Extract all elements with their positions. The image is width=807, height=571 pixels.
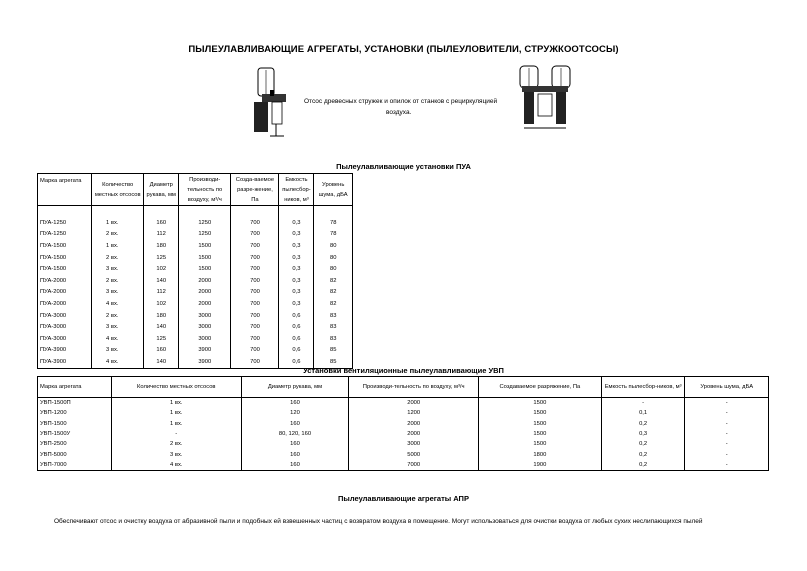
pua-cell: 82 (314, 276, 353, 288)
pua-cell: 0,6 (279, 345, 314, 357)
uvp-cell: 1500 (478, 398, 601, 409)
uvp-cell: - (111, 429, 241, 439)
pua-cell: ПУА-1500 (38, 252, 92, 264)
uvp-cell: 5000 (349, 449, 479, 459)
pua-cell: 0,3 (279, 218, 314, 230)
pua-cell: 140 (144, 357, 179, 369)
pua-row (38, 299, 353, 311)
pua-cell: 700 (231, 334, 279, 346)
uvp-cell: - (601, 398, 685, 409)
uvp-cell: - (685, 429, 769, 439)
pua-cell: ПУА-1500 (38, 241, 92, 253)
pua-cell: 160 (144, 345, 179, 357)
pua-cell: ПУА-3000 (38, 310, 92, 322)
uvp-cell: 160 (241, 398, 349, 409)
pua-cell: 85 (314, 357, 353, 369)
pua-row (38, 218, 353, 230)
pua-cell: 160 (144, 218, 179, 230)
pua-cell: 125 (144, 334, 179, 346)
pua-cell: 3900 (179, 357, 231, 369)
pua-cell: 140 (144, 276, 179, 288)
pua-cell: 0,3 (279, 276, 314, 288)
uvp-cell: 3 вх. (111, 449, 241, 459)
uvp-cell: УВП-1500П (38, 398, 112, 409)
uvp-row (38, 449, 769, 459)
pua-header-diameter: Диаметр рукава, мм (144, 174, 179, 206)
pua-cell: 700 (231, 218, 279, 230)
uvp-cell: 1200 (349, 408, 479, 418)
pua-row (38, 322, 353, 334)
pua-row (38, 229, 353, 241)
uvp-header-brand: Марка агрегата (38, 377, 112, 398)
pua-cell: 1500 (179, 241, 231, 253)
uvp-cell: 1800 (478, 449, 601, 459)
uvp-cell: 0,2 (601, 419, 685, 429)
pua-cell: 0,3 (279, 252, 314, 264)
description-line-2: воздуха. (386, 109, 412, 116)
pua-table (37, 173, 353, 369)
uvp-cell: 160 (241, 449, 349, 459)
pua-cell: 112 (144, 287, 179, 299)
pua-cell: ПУА-3000 (38, 322, 92, 334)
description (304, 96, 497, 118)
uvp-cell: 1500 (478, 419, 601, 429)
pua-cell: 112 (144, 229, 179, 241)
pua-cell: 0,3 (279, 229, 314, 241)
pua-cell: ПУА-1250 (38, 218, 92, 230)
pua-cell: 140 (144, 322, 179, 334)
pua-cell: 0,6 (279, 357, 314, 369)
pua-row (38, 310, 353, 322)
pua-row (38, 276, 353, 288)
pua-header-capacity: Производи-тельность по воздуху, м³/ч (179, 174, 231, 206)
pua-cell: 2 вх. (92, 229, 144, 241)
uvp-row (38, 460, 769, 471)
pua-cell: 1500 (179, 252, 231, 264)
pua-cell: 2000 (179, 287, 231, 299)
uvp-cell: УВП-1200 (38, 408, 112, 418)
uvp-section-title: Установки вентиляционные пылеулавливающие УВП (303, 366, 504, 375)
pua-row (38, 287, 353, 299)
pua-cell: 2 вх. (92, 276, 144, 288)
uvp-header-volume: Емкость пылесбор-ников, м³ (601, 377, 685, 398)
uvp-cell: 1 вх. (111, 398, 241, 409)
uvp-row (38, 408, 769, 418)
pua-cell: 1250 (179, 218, 231, 230)
uvp-cell: 7000 (349, 460, 479, 471)
pua-section-title: Пылеулавливающие установки ПУА (336, 162, 471, 171)
pua-cell: 85 (314, 345, 353, 357)
pua-cell: 3900 (179, 345, 231, 357)
pua-cell: ПУА-3000 (38, 334, 92, 346)
pua-cell: 3 вх. (92, 345, 144, 357)
pua-cell: 4 вх. (92, 357, 144, 369)
uvp-cell: УВП-1500У (38, 429, 112, 439)
uvp-header-noise: Уровень шума, дБА (685, 377, 769, 398)
uvp-row (38, 419, 769, 429)
pua-cell: ПУА-1500 (38, 264, 92, 276)
pua-header-vacuum: Созда-ваемое разре-жение, Па (231, 174, 279, 206)
pua-cell: 1500 (179, 264, 231, 276)
dust-collector-illustration-right (516, 64, 576, 134)
pua-cell: 2 вх. (92, 310, 144, 322)
pua-cell: 80 (314, 241, 353, 253)
pua-header-noise: Уровень шума, дБА (314, 174, 353, 206)
pua-cell: 0,3 (279, 241, 314, 253)
pua-cell: 125 (144, 252, 179, 264)
uvp-cell: 160 (241, 460, 349, 471)
pua-cell: 4 вх. (92, 299, 144, 311)
uvp-cell: УВП-1500 (38, 419, 112, 429)
uvp-cell: 2000 (349, 398, 479, 409)
uvp-cell: 0,2 (601, 449, 685, 459)
uvp-body (38, 398, 769, 471)
uvp-cell: - (685, 460, 769, 471)
uvp-cell: 0,3 (601, 429, 685, 439)
uvp-cell: 1 вх. (111, 408, 241, 418)
pua-cell: 82 (314, 287, 353, 299)
uvp-cell: 0,2 (601, 439, 685, 449)
pua-cell: 80 (314, 264, 353, 276)
pua-cell: 180 (144, 241, 179, 253)
pua-cell: 700 (231, 276, 279, 288)
pua-cell: 1250 (179, 229, 231, 241)
pua-cell: 2000 (179, 299, 231, 311)
pua-cell: 1 вх. (92, 241, 144, 253)
uvp-header-capacity: Производи-тельность по воздуху, м³/ч (349, 377, 479, 398)
pua-cell: ПУА-2000 (38, 287, 92, 299)
uvp-table (37, 376, 769, 471)
pua-cell: 700 (231, 264, 279, 276)
pua-cell: 83 (314, 322, 353, 334)
uvp-cell: - (685, 419, 769, 429)
pua-cell: ПУА-2000 (38, 299, 92, 311)
pua-header-row (38, 174, 353, 206)
pua-cell: 3 вх. (92, 264, 144, 276)
apr-section-title: Пылеулавливающие агрегаты АПР (338, 494, 469, 503)
uvp-cell: 80, 120, 160 (241, 429, 349, 439)
pua-cell: 3000 (179, 322, 231, 334)
pua-cell: 102 (144, 299, 179, 311)
pua-cell: 700 (231, 310, 279, 322)
pua-cell: 180 (144, 310, 179, 322)
pua-cell: ПУА-1250 (38, 229, 92, 241)
uvp-cell: 1500 (478, 429, 601, 439)
uvp-row (38, 439, 769, 449)
pua-cell: 700 (231, 229, 279, 241)
uvp-cell: УВП-2500 (38, 439, 112, 449)
pua-cell: 700 (231, 322, 279, 334)
uvp-cell: 2000 (349, 419, 479, 429)
pua-cell: 3 вх. (92, 322, 144, 334)
pua-row (38, 252, 353, 264)
pua-cell: ПУА-3900 (38, 357, 92, 369)
pua-cell: 82 (314, 299, 353, 311)
uvp-cell: 160 (241, 419, 349, 429)
pua-cell: 700 (231, 299, 279, 311)
pua-cell: 3000 (179, 334, 231, 346)
uvp-cell: УВП-5000 (38, 449, 112, 459)
pua-cell: 0,6 (279, 334, 314, 346)
uvp-cell: 160 (241, 439, 349, 449)
uvp-header-row (38, 377, 769, 398)
pua-body (38, 206, 353, 369)
uvp-cell: - (685, 439, 769, 449)
pua-cell: 3000 (179, 310, 231, 322)
uvp-row (38, 429, 769, 439)
pua-cell: 3 вх. (92, 287, 144, 299)
pua-cell: 2 вх. (92, 252, 144, 264)
uvp-cell: 2000 (349, 429, 479, 439)
uvp-cell: 3000 (349, 439, 479, 449)
pua-cell: ПУА-3900 (38, 345, 92, 357)
pua-row (38, 334, 353, 346)
pua-cell: 78 (314, 218, 353, 230)
pua-cell: 700 (231, 241, 279, 253)
uvp-cell: УВП-7000 (38, 460, 112, 471)
pua-header-brand: Марка агрегата (38, 174, 92, 206)
pua-cell: 2000 (179, 276, 231, 288)
pua-cell: 83 (314, 334, 353, 346)
pua-cell: 0,6 (279, 310, 314, 322)
pua-header-outlets: Количество местных отсосов (92, 174, 144, 206)
pua-header-volume: Емкость пылесбор-ников, м³ (279, 174, 314, 206)
pua-row (38, 264, 353, 276)
uvp-cell: - (685, 449, 769, 459)
uvp-header-diameter: Диаметр рукава, мм (241, 377, 349, 398)
pua-row (38, 345, 353, 357)
dust-collector-illustration-left (246, 66, 296, 140)
uvp-cell: - (685, 398, 769, 409)
pua-row (38, 241, 353, 253)
uvp-cell: 1900 (478, 460, 601, 471)
pua-cell: 700 (231, 252, 279, 264)
pua-cell: 78 (314, 229, 353, 241)
pua-cell: 4 вх. (92, 334, 144, 346)
uvp-cell: 2 вх. (111, 439, 241, 449)
pua-cell: 102 (144, 264, 179, 276)
pua-cell: 700 (231, 357, 279, 369)
pua-cell: 0,3 (279, 264, 314, 276)
pua-cell: 80 (314, 252, 353, 264)
uvp-cell: - (685, 408, 769, 418)
uvp-cell: 0,1 (601, 408, 685, 418)
uvp-cell: 1 вх. (111, 419, 241, 429)
description-line-1: Отсос древесных стружек и опилок от станков с рециркуляцией (304, 98, 498, 105)
pua-cell: ПУА-2000 (38, 276, 92, 288)
uvp-cell: 0,2 (601, 460, 685, 471)
uvp-cell: 120 (241, 408, 349, 418)
apr-description: Обеспечивают отсос и очистку воздуха от абразивной пыли и подобных ей взвешенных частиц с возвратом воздуха в помещение. Могут использоваться для очистки воздуха от любых сухих неслипающихся пылей (54, 518, 703, 525)
pua-cell: 1 вх. (92, 218, 144, 230)
page-title: ПЫЛЕУЛАВЛИВАЮЩИЕ АГРЕГАТЫ, УСТАНОВКИ (ПЫЛЕУЛОВИТЕЛИ, СТРУЖКООТСОСЫ) (188, 44, 619, 55)
uvp-cell: 1500 (478, 439, 601, 449)
uvp-cell: 4 вх. (111, 460, 241, 471)
uvp-row (38, 398, 769, 409)
pua-cell: 0,6 (279, 322, 314, 334)
pua-cell: 700 (231, 287, 279, 299)
pua-cell: 83 (314, 310, 353, 322)
uvp-header-vacuum: Создаваемое разряжение, Па (478, 377, 601, 398)
pua-cell: 0,3 (279, 299, 314, 311)
pua-cell: 0,3 (279, 287, 314, 299)
uvp-header-outlets: Количество местных отсосов (111, 377, 241, 398)
uvp-cell: 1500 (478, 408, 601, 418)
pua-cell: 700 (231, 345, 279, 357)
